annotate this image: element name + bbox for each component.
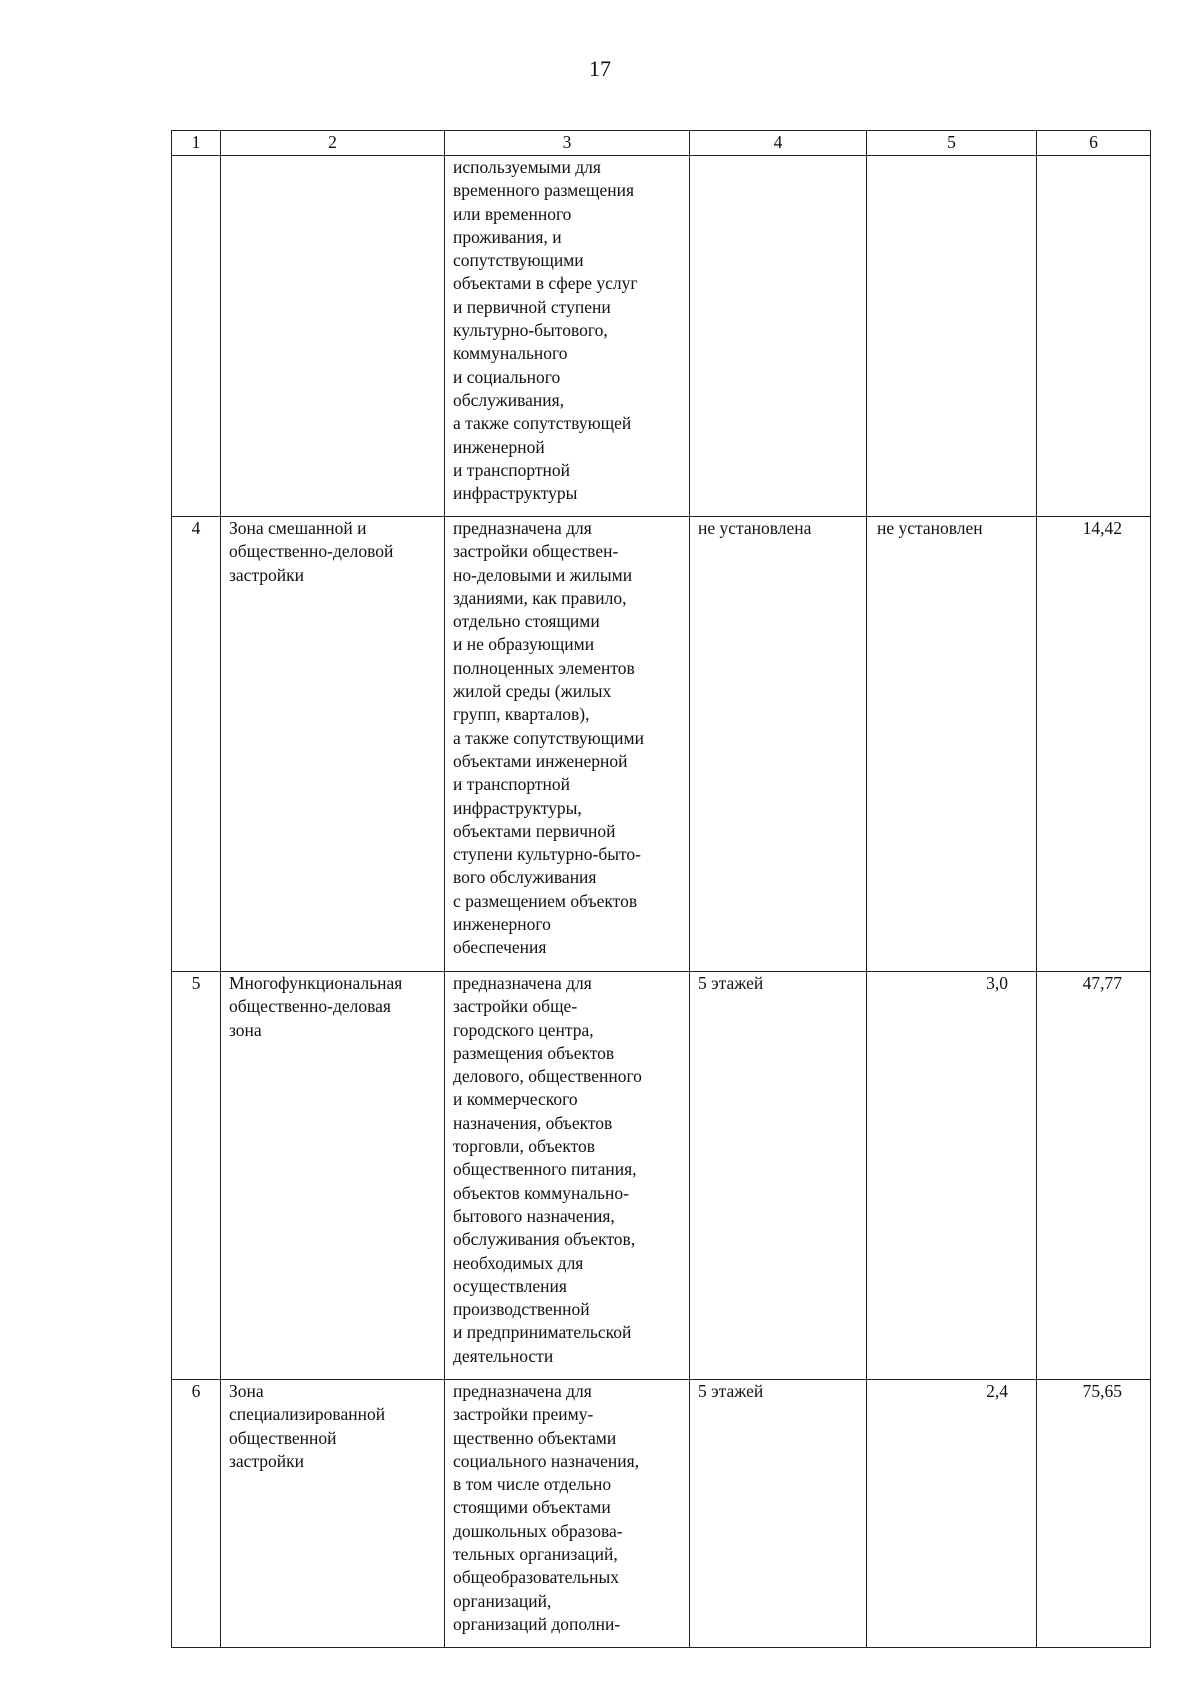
column-header: 1 (172, 131, 221, 156)
row-number-cell: 6 (172, 1380, 221, 1648)
table-row (172, 517, 1151, 972)
page-number: 17 (589, 56, 611, 81)
area-cell: 47,77 (1037, 972, 1151, 1380)
row-number-cell: 4 (172, 517, 221, 972)
column-header: 4 (690, 131, 867, 156)
table-row (172, 972, 1151, 1380)
zone-name-cell (221, 156, 445, 517)
column-header: 6 (1037, 131, 1151, 156)
column-header: 5 (867, 131, 1037, 156)
row-number-cell: 5 (172, 972, 221, 1380)
zone-purpose-cell: предназначена для застройки преиму- щественно объектами социального назначения, в том числе отдельно стоящими объектами дошкольных образова- тельных организаций, общеобразовательных организаций, организаций дополни- (445, 1380, 690, 1648)
row-number-cell (172, 156, 221, 517)
density-coefficient-cell: 2,4 (867, 1380, 1037, 1648)
zone-name-cell: Зона смешанной и общественно-деловой застройки (221, 517, 445, 972)
table-header-row (172, 131, 1151, 156)
column-header: 2 (221, 131, 445, 156)
zone-name-cell: Зона специализированной общественной застройки (221, 1380, 445, 1648)
max-floors-cell: 5 этажей (690, 1380, 867, 1648)
density-coefficient-cell: 3,0 (867, 972, 1037, 1380)
density-coefficient-cell (867, 156, 1037, 517)
zone-purpose-cell: используемыми для временного размещения или временного проживания, и сопутствующими объектами в сфере услуг и первичной ступени культурно-бытового, коммунального и социального обслуживания, а также сопутствующей инженерной и транспортной инфраструктуры (445, 156, 690, 517)
density-coefficient-cell: не установлен (867, 517, 1037, 972)
zone-name-cell: Многофункциональная общественно-деловая зона (221, 972, 445, 1380)
column-header: 3 (445, 131, 690, 156)
max-floors-cell: 5 этажей (690, 972, 867, 1380)
area-cell (1037, 156, 1151, 517)
area-cell: 14,42 (1037, 517, 1151, 972)
max-floors-cell: не установлена (690, 517, 867, 972)
zone-purpose-cell: предназначена для застройки обще- городского центра, размещения объектов делового, общественного и коммерческого назначения, объектов торговли, объектов общественного питания, объектов коммунально- бытового назначения, обслуживания объектов, необходимых для осуществления производственной и предпринимательской деятельности (445, 972, 690, 1380)
table-row (172, 1380, 1151, 1648)
zone-purpose-cell: предназначена для застройки обществен- но-деловыми и жилыми зданиями, как правило, отдельно стоящими и не образующими полноценных элементов жилой среды (жилых групп, кварталов), а также сопутствующими объектами инженерной и транспортной инфраструктуры, объектами первичной ступени культурно-быто- вого обслуживания с размещением объектов инженерного обеспечения (445, 517, 690, 972)
zoning-table (171, 130, 1151, 1648)
area-cell: 75,65 (1037, 1380, 1151, 1648)
table-row (172, 156, 1151, 517)
max-floors-cell (690, 156, 867, 517)
